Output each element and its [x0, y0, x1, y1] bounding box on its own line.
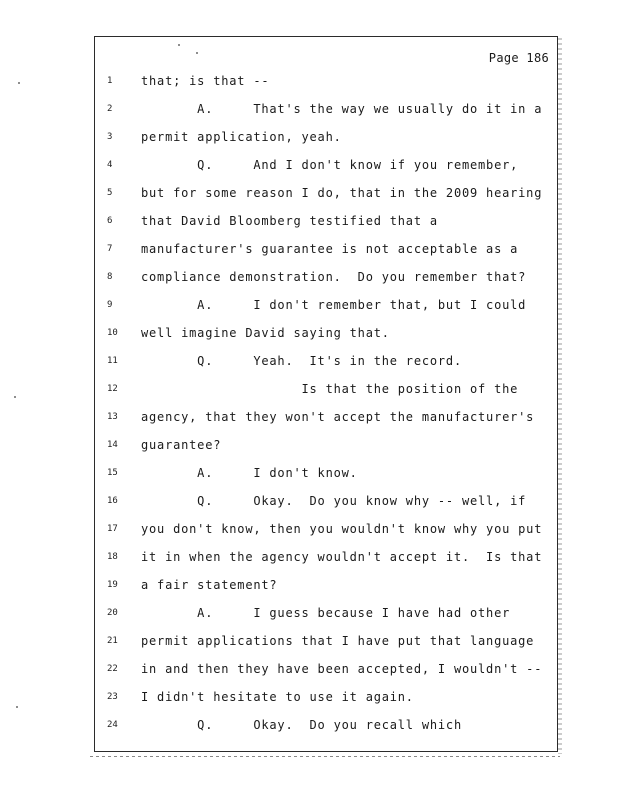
transcript-line [95, 403, 557, 431]
transcript-line [95, 67, 557, 95]
transcript-line [95, 431, 557, 459]
transcript-line [95, 151, 557, 179]
line-text: A. I guess because I have had other [141, 606, 511, 620]
line-number: 1 [107, 76, 113, 86]
line-text: in and then they have been accepted, I wouldn't -- [141, 662, 543, 676]
line-text: permit application, yeah. [141, 130, 342, 144]
line-text: it in when the agency wouldn't accept it. Is that [141, 550, 543, 564]
line-number: 11 [107, 356, 118, 366]
line-text: well imagine David saying that. [141, 326, 390, 340]
transcript-line [95, 515, 557, 543]
transcript-line [95, 683, 557, 711]
line-number: 16 [107, 496, 118, 506]
line-text: manufacturer's guarantee is not acceptable as a [141, 242, 519, 256]
line-number: 3 [107, 132, 113, 142]
line-number: 7 [107, 244, 113, 254]
line-text: A. That's the way we usually do it in a [141, 102, 543, 116]
line-text: but for some reason I do, that in the 2009 hearing [141, 186, 543, 200]
line-number: 24 [107, 720, 118, 730]
line-text: that David Bloomberg testified that a [141, 214, 438, 228]
transcript-line [95, 599, 557, 627]
transcript-page [94, 36, 558, 752]
line-number: 17 [107, 524, 118, 534]
scan-speck [16, 706, 18, 708]
transcript-line [95, 347, 557, 375]
line-number: 10 [107, 328, 118, 338]
transcript-line [95, 543, 557, 571]
line-text: Q. Okay. Do you know why -- well, if [141, 494, 527, 508]
line-text: permit applications that I have put that language [141, 634, 535, 648]
line-number: 19 [107, 580, 118, 590]
transcript-line [95, 319, 557, 347]
scan-speck [196, 52, 198, 54]
transcript-line [95, 207, 557, 235]
transcript-line [95, 627, 557, 655]
transcript-line [95, 711, 557, 739]
scan-speck [14, 396, 16, 398]
line-number: 8 [107, 272, 113, 282]
line-number: 4 [107, 160, 113, 170]
line-text: Q. Okay. Do you recall which [141, 718, 462, 732]
transcript-lines [95, 67, 557, 739]
scan-bottom-rule [90, 756, 560, 757]
transcript-line [95, 235, 557, 263]
scan-edge-shadow [558, 38, 562, 754]
transcript-line [95, 655, 557, 683]
line-number: 13 [107, 412, 118, 422]
line-number: 6 [107, 216, 113, 226]
line-text: that; is that -- [141, 74, 270, 88]
transcript-line [95, 123, 557, 151]
line-number: 15 [107, 468, 118, 478]
line-text: a fair statement? [141, 578, 278, 592]
line-text: guarantee? [141, 438, 222, 452]
line-text: Q. Yeah. It's in the record. [141, 354, 462, 368]
transcript-line [95, 291, 557, 319]
line-text: you don't know, then you wouldn't know why you put [141, 522, 543, 536]
line-number: 9 [107, 300, 113, 310]
line-number: 22 [107, 664, 118, 674]
line-text: I didn't hesitate to use it again. [141, 690, 414, 704]
line-text: Q. And I don't know if you remember, [141, 158, 519, 172]
transcript-line [95, 263, 557, 291]
transcript-line [95, 179, 557, 207]
line-number: 18 [107, 552, 118, 562]
line-text: Is that the position of the [141, 382, 519, 396]
scan-speck [178, 44, 180, 46]
transcript-line [95, 95, 557, 123]
line-text: A. I don't remember that, but I could [141, 298, 527, 312]
line-text: agency, that they won't accept the manufacturer's [141, 410, 535, 424]
line-number: 5 [107, 188, 113, 198]
transcript-line [95, 459, 557, 487]
line-number: 14 [107, 440, 118, 450]
line-text: A. I don't know. [141, 466, 358, 480]
line-number: 2 [107, 104, 113, 114]
page-number: Page 186 [488, 51, 549, 65]
line-text: compliance demonstration. Do you remember that? [141, 270, 527, 284]
line-number: 23 [107, 692, 118, 702]
scan-speck [18, 82, 20, 84]
line-number: 20 [107, 608, 118, 618]
line-number: 21 [107, 636, 118, 646]
line-number: 12 [107, 384, 118, 394]
transcript-line [95, 375, 557, 403]
transcript-line [95, 487, 557, 515]
transcript-line [95, 571, 557, 599]
